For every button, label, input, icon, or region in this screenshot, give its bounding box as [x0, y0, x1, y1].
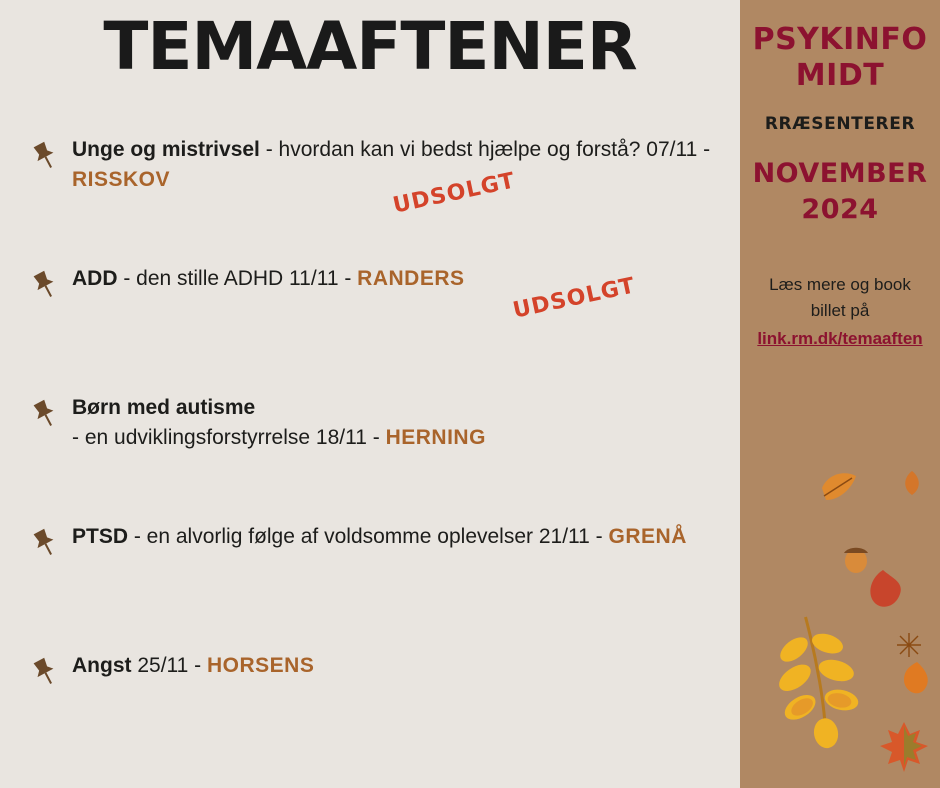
event-text [72, 522, 722, 552]
event-title: PTSD [72, 525, 129, 548]
event-description: - hvordan kan vi bedst hjælpe og forstå? 07/11 - [259, 138, 711, 161]
leaf-icon [860, 568, 906, 617]
leaf-icon [762, 612, 872, 757]
list-item[interactable] [22, 264, 722, 328]
event-description: - den stille ADHD 11/11 - [117, 267, 358, 290]
event-title: Børn med autisme [72, 396, 256, 419]
booking-info [740, 272, 940, 352]
leaf-icon [818, 468, 860, 511]
event-description: - en alvorlig følge af voldsomme oplevelser 21/11 - [128, 525, 609, 548]
booking-link[interactable]: link.rm.dk/temaaften [757, 329, 923, 348]
event-location: RANDERS [357, 267, 465, 290]
seedhead-icon [896, 632, 922, 663]
list-item[interactable] [22, 135, 722, 219]
event-text [72, 135, 722, 195]
presents-label: RRÆSENTERER [764, 114, 916, 134]
maple-leaf-icon [876, 718, 932, 779]
month-label: NOVEMBER [752, 158, 928, 189]
event-description: - en udviklingsforstyrrelse 18/11 - [72, 426, 386, 449]
brand-name [740, 22, 940, 94]
event-title: ADD [72, 267, 118, 290]
status-badge: UDSOLGT [510, 273, 638, 324]
leaf-icon [900, 470, 924, 501]
status-badge: UDSOLGT [390, 168, 518, 219]
sidebar [740, 0, 940, 788]
brand-line-1: PSYKINFO [752, 22, 928, 57]
event-title: Angst [72, 654, 132, 677]
date-block [740, 156, 940, 228]
pushpin-icon [28, 268, 62, 302]
booking-line-1: Læs mere og book [769, 275, 911, 294]
booking-line-2: billet på [810, 301, 870, 320]
event-location: HERNING [385, 426, 486, 449]
event-location: GRENÅ [608, 525, 687, 548]
pushpin-icon [28, 397, 62, 431]
list-item[interactable] [22, 651, 722, 715]
pushpin-icon [28, 139, 62, 173]
page-title: TEMAAFTENER [103, 8, 637, 85]
event-description: 25/11 - [131, 654, 207, 677]
year-label: 2024 [801, 194, 879, 225]
pushpin-icon [28, 526, 62, 560]
event-text [72, 393, 722, 453]
brand-line-2: MIDT [795, 58, 885, 93]
event-title: Unge og mistrivsel [72, 138, 260, 161]
leaf-icon [900, 660, 934, 701]
event-text [72, 651, 722, 681]
event-location: HORSENS [207, 654, 315, 677]
list-item[interactable] [22, 393, 722, 457]
event-location: RISSKOV [72, 168, 171, 191]
list-item[interactable] [22, 522, 722, 586]
events-list [22, 135, 722, 780]
pushpin-icon [28, 655, 62, 689]
